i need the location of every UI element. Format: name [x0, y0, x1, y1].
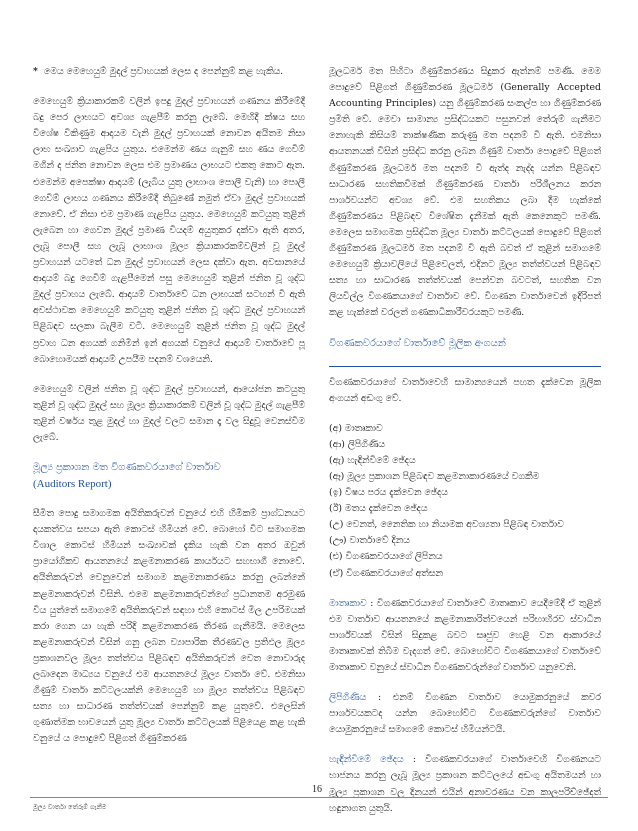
list-item: (ඌ) වාර්තාවේ දිනය: [329, 535, 410, 547]
title-paragraph-text: : විගණකවරයාගේ වාර්තාවේ මාතෘකාව යෙදීමේදී ඒ තුළින් එම වාර්තාව ආයතනයේ කළමනාකාරිත්වයෙන් පරිභාහිරව ස්වාධීන පාර්ශ්වයක් විසින් සිදුකළ බවට සෘජුව හෙළි වන ආකාරයේ මාතෘකාවක් තිබීම වැදගත් වේ. බොහෝවිට විගණකයාගේ වාර්තාවේ මාතෘකාව වනුයේ ස්වාධීන විගණකවරුන්ගේ වාර්තාව යනුවෙනි.: [329, 597, 601, 673]
note-paragraph: [33, 64, 305, 80]
list-item: (එ) විගණකවරයාගේ ලිපිනය: [329, 551, 443, 563]
term-addressee: ලිපිගිණිය: [329, 692, 367, 704]
title-paragraph: [329, 596, 601, 676]
left-column: [33, 64, 305, 761]
heading-english: (Auditors Report): [33, 478, 112, 491]
footer-text: මූල්‍ය වාර්තා තේරුම් ගැනීම: [33, 803, 107, 811]
left-paragraph-2: මෙහෙයුම් වලින් ජනිත වූ ශුද්ධ මුදල් ප්‍රවාහයන්, ආයෝජන කටයුතු තුළින් වූ ශුද්ධ මුදල් සහ මූල්‍ය ක්‍රියාකාරකම් වලින් වූ ශුද්ධ මුදල් ගැළපීම් තුළින් වර්ෂය තුළ මුදල් හා මුදල් වලට සමාන දෑ වල සිදුවූ වෙනස්වීම ලැබේ.: [33, 383, 305, 443]
auditors-report-heading: [33, 460, 305, 492]
page-number: 16: [312, 784, 322, 795]
intro-paragraph-text: : විගණකවරයාගේ වාර්තාවෙහි විගණනයට භාජනය කරනු ලැබූ මූල්‍ය ප්‍රකාශන කට්ටලයේ අඩංගු අයිතමයන් හා මූල්‍ය ප්‍රකාශන වල දිනයන් එයින් අනාවරණය වන කාලපරිච්ඡේදත් හඳුනාගත යුතුයි.: [329, 754, 601, 814]
note-text: මෙය මෙහෙයුම් මුදල් ප්‍රවාහයක් ලෙස ද පෙන්නුම් කළ හැකිය.: [43, 66, 284, 77]
addressee-paragraph-text: : එනම් විගණන වාර්තාව යොමුකරනුයේ කවර පාර්ශවයකටද යන්න බොහෝවිට විගණකවරුන්ගේ වාර්තාව යොමුකරනුයේ සමාගමේ කොටස් හිමියන්ටයි.: [329, 692, 601, 736]
left-paragraph-3: සීමිත පොදු සමාගමක අයිතිකරුවන් වනුයේ එහි හිමිකම් ප්‍රාග්ධනයට දායකත්වය සපයා ඇති කොටස් හිමියන් වේ. බොහෝ විට සමාගමක විශාල කොටස් හිමියන් සංඛ්‍යාවක් දැකිය හැකි වන අතර ඔවුන් ප්‍රායෝගිකව ආයතනයේ කළමනාකරණ කාර්යයට සහභාගී නොවේ. අයිතිකරුවන් වෙනුවෙන් සමාගම කළමනාකරණය කරනු ලබන්නේ කළමනාකරුවන් විසිනි. එමෙ කළමනාකරුවන්ගේ ප්‍රධානතම අරමුණ විය යුත්තේ සමාගමේ අයිතිකරුවන් සඳහා එහි කොටස් මිල උපරිමයක් කරා ගෙන යා හැකි පරිදි කළමනාකරණ තීරණ ගැනීමයි. මෙලෙස කළමනාකරුවන් විසින් ගනු ලබන ව්‍යාපාරික තීරණවල ප්‍රතිඵල මූල්‍ය ප්‍රකාශනවල මූල්‍ය තත්ත්වය පිළිබඳව අයිතිකරුවන් වෙත නොවාරුද ලබාදෙන මාධ්‍යය වනුයේ එම ආයතනයේ මූල්‍ය වාර්තා වේ. එමනිසා ගිණුම් වාර්තා කට්ටලයක්නි මෙහෙයුම් හා මූල්‍ය තත්ත්වය පිළිබඳව සත්‍ය හා සාධාරණ තත්ත්වයක් පෙන්නුම් කළ යුතුවේ. එලෙසින් ගුණාත්මක භාවයෙන් යුතු මූල්‍ය වාර්තා කට්ටලයක් පිළියෙළ කළ හැකි වනුයේ ය පොදුවේ පිළිගත් ගිණුම්කරණ: [33, 508, 305, 745]
term-introduction: හැඳින්වීමේ ඡේදය: [329, 754, 404, 766]
asterisk-icon: *: [33, 66, 38, 77]
heading-text: විගණකවරයාගේ වාර්තාවේ මූලික අංගයන්: [329, 337, 506, 349]
list-item: (ආ) ලිපිගිණිය: [329, 438, 385, 450]
right-column: [329, 64, 601, 831]
list-item: (ඊ) මතය දැක්වෙන ඡේදය: [329, 503, 428, 515]
list-item: (ඈ) මූල්‍ය ප්‍රකාශන පිළිබඳව කළමනාකාරණයේ වගකීම: [329, 470, 540, 482]
addressee-paragraph: [329, 690, 601, 738]
list-item: (ඇ) හැඳින්වීමේ ඡේදය: [329, 454, 416, 466]
right-paragraph-2: විගණකවරයාගේ වාර්තාවෙහි සාමාන්‍යයෙන් පහත දැක්වෙන මූලික අංගයන් අඩංගු වේ.: [329, 376, 601, 404]
list-item: (ඉ) විෂය පරය දැක්වෙන ඡේදය: [329, 487, 448, 499]
list-item: (උ) වෙනත්, නෛතික හා නියාමක අවශ්‍යතා පිළිබඳ වාර්තාව: [329, 519, 564, 531]
heading-divider: [329, 366, 601, 367]
list-item: (අ) මාතෘකාව: [329, 422, 383, 434]
heading-sinhala: මූල්‍ය ප්‍රකාශන මත විගණකවරයාගේ වාර්තාව: [33, 462, 221, 474]
right-paragraph-1: මූලධර්ම මත පිහිටා ගිණුම්කරණය සිදුකර ඇත්නම් පමණි. මෙම පොදුවේ පිළිගත් ගිණුම්කරණ මූලධර්ම (Generally Accepted Accounting Principles) යනු ගිණුම්කරණ සංකල්ප හා ගිණුම්කරණ ප්‍රමිති වේ. මෙවා සාමාන්‍ය ප්‍රසිද්ධ‍යකට පසුනවන් තේරුම් ගැනීමට නොහැකි කිසියම් තාක්ෂණික කරුණු මත පදනම් වී ඇති. එමනිසා ආයතනයක් විසින් ප්‍රසිද්ධ කරනු ලබන ගිණුම් වාර්තා පොදුවේ පිළිගත් ගිණුම්කරණ මූලධර්ම මත පදනම් වී ඇත්ද නැද්ද යන්න පිළිබඳව සාධාරණ සහතිකවීමක් ගිණුම්කරණ වාර්තා පරිශීලනය කරන පාර්ශවයන්ට අවශ්‍ය වේ. එම සහතිකය ලබා දීම හැක්කේ ගිණුම්කරණය පිළිබඳව විශේෂිත දැනීමක් ඇති කෙනෙකුට පමණි. මෙලෙස සමාගමක ප්‍රසිද්ධිත මූල්‍ය වාර්තා කට්ටලයක් පොදුවේ පිළිගත් ගිණුම්කරණ මූලධර්ම මත පදනම් වී ඇති බවත් ඒ තුළින් සමාගමේ මෙහෙයුම් ක්‍රියාවලියේ පිළිවෙලත්, එදිනට මූල්‍ය තත්ත්වයන් පිළිබඳව සත්‍ය හා සාධාරණ තත්ත්වයක් පෙන්වන බවටත්, සහතික වන ලියවිල්ල විගණකයාගේ වාර්තාව වේ. විගණන වාර්තාවෙන් ඉදිරිපත් කළ හැක්කේ වරලත් ගණකාධිකාරීවරයකුට පමණි.: [329, 66, 601, 319]
intro-paragraph: [329, 752, 601, 816]
list-item: (ඒ) විගණකවරයාගේ අත්සන: [329, 567, 443, 579]
report-elements-heading: [329, 336, 601, 352]
footer-divider: [30, 797, 608, 798]
elements-list: [329, 421, 601, 582]
left-paragraph-1: මෙහෙයුම් ක්‍රියාකාරකම් වලින් ඉපදු මුදල් ප්‍රවාහයන් ගණනය කිරීමේදී බදු පෙර ලාභයට අවශ්‍ය ගැළපීම් කරනු ලැබේ. මෙහිදී ක්ෂය සහ විශේෂ විකිණුම ආදායම වැනි මුදල් ප්‍රවාහයක් නොවන අයිතම නිසා ලාභ සංඛ්‍යාව ගැළපිය යුතුය. එමෙන්ම ණය ගැනුම් සහ ණය ගෙවීම් මගින් ද ජනිත නොවන ලෙස එම ප්‍රමාණය ලාභයට එකතු කොට ඇත. එමෙන්ම අපෙක්ෂා ආදායම් (ලැබිය යුතු ලාභාංශ පොලී වැනි) හා පොලී ගෙවීම් ලාභය ගණනය කිරීමේදී තිබුණේ නමුත් ඒවා මුදල් ප්‍රවාහයක් නොවේ. ඒ නිසා එම ප්‍රමාණ ගැළපිය යුතුය. මෙහෙයුම් කටයුතු තුළින් ලැබෙන හා ගෙවන මුදල් ප්‍රමාණ වියදම් අයුතුකර දක්වා ඇති අතර, ලැබූ පොලී සහ ලැබූ ලාභාංශ මූල්‍ය ක්‍රියාකාරකම්වලින් වූ මුදල් ප්‍රවාහයන් යටතේ ධන මුදල් ප්‍රවාහයන් ලෙස දක්වා ඇත. අවසානයේ ආදායම් බදු ගෙවීම් ගැළපීමෙන් පසු මෙහෙයුම් තුළින් ජනිත වූ ශුද්ධ මුදල් ප්‍රවාහය ලැබේ. ආදායම් වාර්තාවේ ධන ලාභයක් සටහන් වී ඇති අවස්ථාවක මෙහෙයුම් කටයුතු තුළින් ජනිත වූ ශුද්ධ මුදල් ප්‍රවාහයන් පිළිබඳව සලකා බැලීම වටී. මෙහෙයුම් තුළින් ජනිත වූ ශුද්ධ මුදල් ප්‍රවාහ ධන අගයක් ගනිමින් ඉන් අගයක් වනුයේ ආදායම් වාර්තාවේ පූ බොහොමයක් ආදායම් උපයීම පදනම් වශයෙනි.: [33, 96, 305, 365]
term-title: මාතෘකාව: [329, 597, 367, 609]
